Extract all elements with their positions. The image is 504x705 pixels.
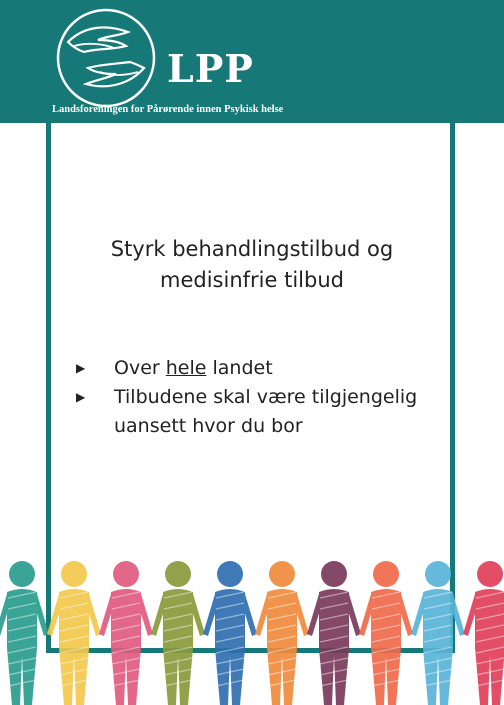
person-figure-icon — [0, 561, 49, 705]
list-item — [76, 383, 446, 441]
person-figure-icon — [411, 561, 465, 705]
title-line-1: Styrk behandlingstilbud og — [110, 237, 394, 261]
underlined-word: hele — [165, 357, 207, 379]
person-figure-icon — [255, 561, 309, 705]
organization-tagline: Landsforeningen for Pårørende innen Psykisk helse — [52, 104, 284, 115]
logo-wordmark: LPP — [167, 46, 254, 91]
bullet-list — [76, 354, 446, 441]
person-figure-icon — [359, 561, 413, 705]
person-figure-icon — [203, 561, 257, 705]
hands-circle-logo-icon — [54, 6, 158, 110]
person-figure-icon — [307, 561, 361, 705]
triangle-bullet-icon: ▶ — [76, 390, 86, 404]
person-figure-icon — [151, 561, 205, 705]
person-figure-icon — [47, 561, 101, 705]
triangle-bullet-icon: ▶ — [76, 361, 86, 375]
header-banner — [0, 0, 504, 123]
person-figure-icon — [99, 561, 153, 705]
bullet-text-line-2: uansett hvor du bor — [114, 415, 303, 437]
bullet-text-end: landet — [206, 357, 273, 379]
person-figure-icon — [463, 561, 504, 705]
title-line-2: medisinfrie tilbud — [160, 268, 344, 292]
bullet-text-start: Over — [114, 357, 166, 379]
people-holding-hands-illustration — [0, 548, 504, 705]
page-title — [60, 234, 444, 296]
list-item — [76, 354, 446, 383]
bullet-text-line-1: Tilbudene skal være tilgjengelig — [114, 386, 418, 408]
